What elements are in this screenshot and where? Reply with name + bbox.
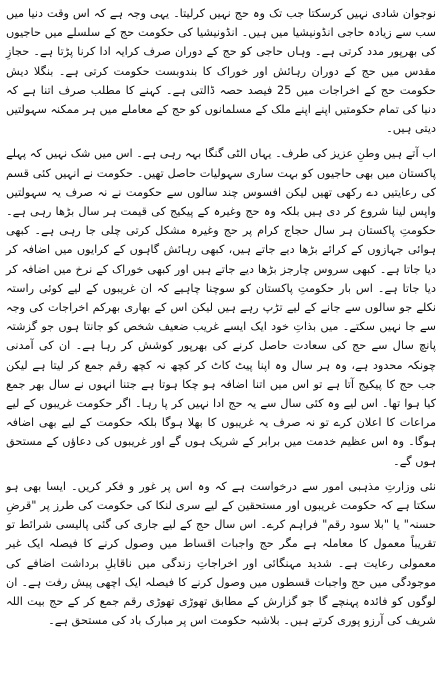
article-paragraph-1: نوجوان شادی نہیں کرسکتا جب تک وہ حج نہیں کرلیتا۔ یہی وجہ ہے کہ اس وقت دنیا میں سب سے زیادہ حاجی انڈونیشیا میں ہیں۔ انڈونیشیا کی حکومت حج کے سلسلے میں حاجیوں کی بھرپور مدد کرتی ہے۔ وہاں حاجی کو حج کے دوران صرف کرایہ ادا کرنا پڑتا ہے۔ حجازِ مقدس میں حج کے دوران رہائش اور خوراک کا بندوبست حکومت کرتی ہے۔ بنگلا دیش حکومت حج کے اخراجات میں 25 فیصد حصہ ڈالتی ہے۔ کہنے کا مطلب صرف اتنا ہے کہ دنیا کی تمام حکومتیں اپنے اپنے ملک کے مسلمانوں کو حج کے معاملے میں ہر ممکنہ سہولتیں دیتی ہیں۔ <box>6 7 436 136</box>
article-paragraph-2: اب آتے ہیں وطنِ عزیز کی طرف۔ یہاں الٹی گنگا بہہ رہی ہے۔ اس میں شک نہیں کہ پہلے پاکستان میں بھی حاجیوں کو بہت ساری سہولیات حاصل تھیں۔ حکومت نے انہیں کئی قسم کی رعایتیں دے رکھی تھیں لیکن افسوس چند سالوں سے حکومت نے نہ صرف یہ سہولتیں واپس لینا شروع کر دی ہیں بلکہ وہ حج وغیرہ کے پیکیج کی قیمت ہر سال بڑھا رہی ہے۔ حکومتِ پاکستان ہر سال حجاج کرام پر حج وغیرہ مشکل کرتی چلی جا رہی ہے۔ کبھی ہوائی جہازوں کے کرائے بڑھا دیے جاتے ہیں، کبھی رہائش گاہوں کے کرایوں میں اضافہ کر دیا جاتا ہے۔ کبھی سروس چارجز بڑھا دیے جاتے ہیں اور کبھی خوراک کے نرخ میں اضافہ کر دیا جاتا ہے۔ اس بار حکومتِ پاکستان کو سوچنا چاہیے کہ ان غریبوں کے لیے کوئی راستہ نکلے جو سالوں سے جانے کے لیے تڑپ رہے ہیں لیکن اس کے بھاری بھرکم اخراجات کی وجہ سے جا نہیں سکتے۔ میں بذاتِ خود ایک ایسے غریب ضعیف شخص کو جانتا ہوں جو گزشتہ پانچ سال سے حج کی سعادت حاصل کرنے کی بھرپور کوشش کر رہا ہے۔ ان کی آمدنی چونکہ محدود ہے، وہ ہر سال وہ اپنا پیٹ کاٹ کر کچھ نہ کچھ رقم جمع کر لیتا ہے لیکن جب حج کا پیکیج آتا ہے تو اس میں اتنا اضافہ ہو چکا ہوتا ہے جتنا انہوں نے سال بھر جمع کیا ہوا تھا۔ اس لیے وہ کئی سال سے یہ حج ادا نہیں کر پا رہا۔ اگر حکومت غریبوں کے لیے مراعات کا اعلان کرے تو نہ صرف یہ غریبوں کا بھلا ہوگا بلکہ حکومت کے لیے بھی اضافہ ہوگا۔ وہ اس عظیم خدمت میں برابر کے شریک ہوں گے اور غریبوں کی دعاؤں کے مستحق ہوں گے۔ <box>6 147 436 468</box>
article-paragraph-3: نئی وزارتِ مذہبی امور سے درخواست ہے کہ وہ اس پر غور و فکر کریں۔ ایسا بھی ہو سکتا ہے کہ حکومت غریبوں اور مستحقین کے لیے سری لنکا کی حکومت کی طرز پر "قرضِ حسنہ" یا "بلا سود رقم" فراہم کرے۔ اس سال حج کے لیے جاری کی گئی پالیسی شرائط تو تقریباً معمول کا معاملہ ہے مگر حج واجبات اقساط میں وصول کرنے کا فیصلہ ایک غیر معمولی رعایت ہے۔ شدید مہنگائی اور اخراجاتِ زندگی میں ناقابلِ برداشت اضافے کی موجودگی میں حج واجبات قسطوں میں وصول کرنے کا فیصلہ ایک اچھی پیش رفت ہے۔ ان لوگوں کو فائدہ پہنچے گا جو گزارش کے مطابق تھوڑی تھوڑی رقم جمع کر کے حج بیت اللہ شریف کی آرزو پوری کرتے ہیں۔ بلاشبہ حکومت اس پر مبارک باد کی مستحق ہے۔ <box>6 479 436 628</box>
